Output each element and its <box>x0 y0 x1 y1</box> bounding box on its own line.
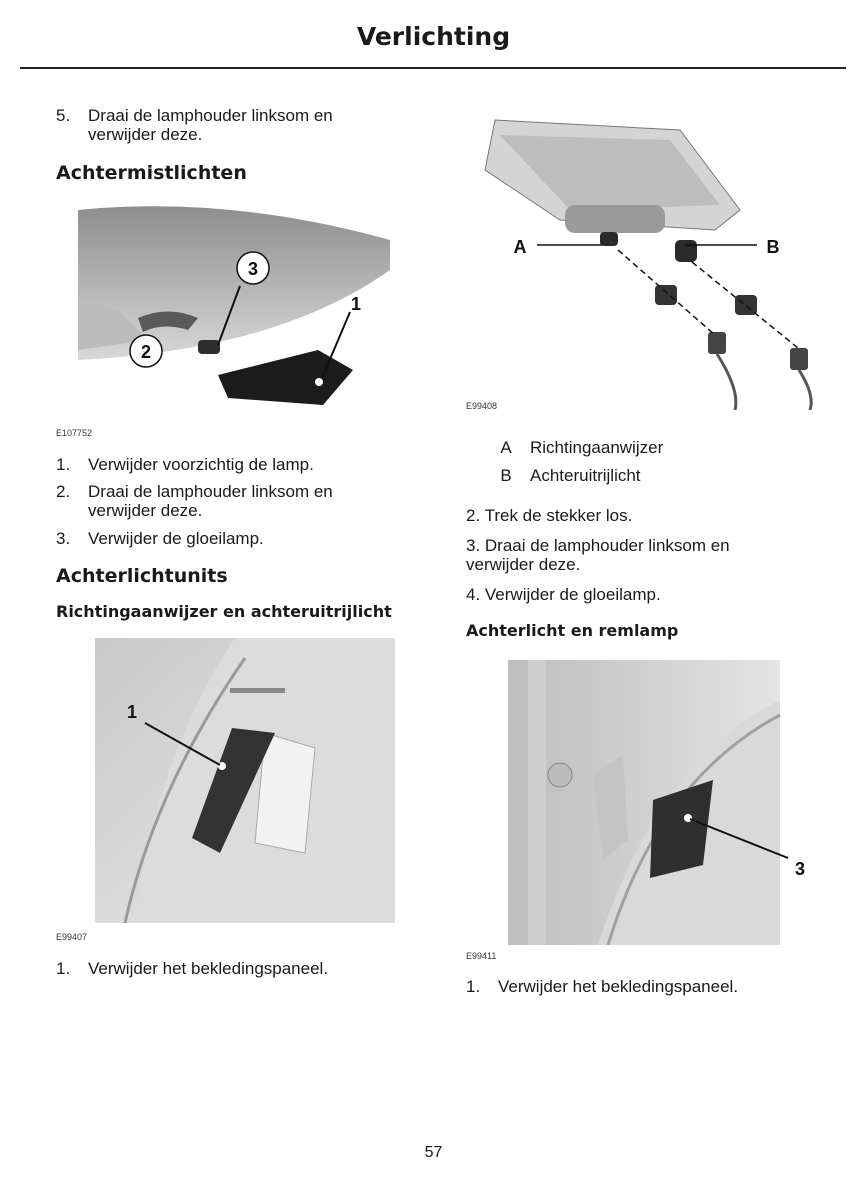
heading-achtermistlichten: Achtermistlichten <box>56 162 247 184</box>
step-4-text: 4. Verwijder de gloeilamp. <box>466 585 661 604</box>
step-number: 1. <box>56 455 71 474</box>
legend-key: A <box>500 438 512 457</box>
callout-3: 3 <box>247 259 259 279</box>
callout-2: 2 <box>140 342 152 362</box>
callout-B: B <box>766 237 780 257</box>
header-divider <box>20 67 846 69</box>
callout-1: 1 <box>350 294 362 314</box>
heading-richtingaanwijzer: Richtingaanwijzer en achteruitrijlicht <box>56 602 392 621</box>
step-text: Draai de lamphouder linksom en verwijder deze. <box>88 106 333 144</box>
heading-achterlicht-remlamp: Achterlicht en remlamp <box>466 621 679 640</box>
step-number: 1. <box>466 977 481 996</box>
step-number: 5. <box>56 106 71 125</box>
legend-value: Richtingaanwijzer <box>530 438 664 457</box>
figure-trim-panel-right <box>508 660 818 945</box>
step-number: 3. <box>56 529 71 548</box>
step-text: Verwijder de gloeilamp. <box>88 529 264 548</box>
legend-key: B <box>500 466 512 485</box>
step-3 <box>56 529 396 548</box>
page-number: 57 <box>424 1144 443 1161</box>
step-number: 1. <box>56 959 71 978</box>
legend-row-A <box>482 438 663 458</box>
step-text: Verwijder voorzichtig de lamp. <box>88 455 314 474</box>
figure-rear-fog-lamp <box>78 200 390 412</box>
step-1 <box>56 455 396 474</box>
figure-code: E99411 <box>466 951 497 961</box>
callout-1: 1 <box>126 702 138 722</box>
figure-code: E107752 <box>56 428 93 438</box>
legend-row-B <box>482 466 641 486</box>
step-number: 2. <box>56 482 71 501</box>
legend-value: Achteruitrijlicht <box>530 466 641 485</box>
callout-3: 3 <box>794 859 806 879</box>
figure-code: E99408 <box>466 401 498 411</box>
step-3-text: 3. Draai de lamphouder linksom en verwijder deze. <box>466 536 730 574</box>
callout-A: A <box>513 237 527 257</box>
step-text: Verwijder het bekledingspaneel. <box>498 977 739 996</box>
step-5 <box>56 106 396 144</box>
step-remove-panel <box>56 959 396 978</box>
step-text: Verwijder het bekledingspaneel. <box>88 959 329 978</box>
page-title: Verlichting <box>356 22 511 51</box>
heading-achterlichtunits: Achterlichtunits <box>56 565 228 587</box>
step-2-text: 2. Trek de stekker los. <box>466 506 633 525</box>
step-remove-panel-right <box>466 977 826 996</box>
figure-bulb-holders <box>480 110 820 410</box>
step-2 <box>56 482 396 520</box>
figure-code: E99407 <box>56 932 88 942</box>
step-text: Draai de lamphouder linksom en verwijder deze. <box>88 482 333 520</box>
figure-trim-panel-left <box>95 638 395 923</box>
